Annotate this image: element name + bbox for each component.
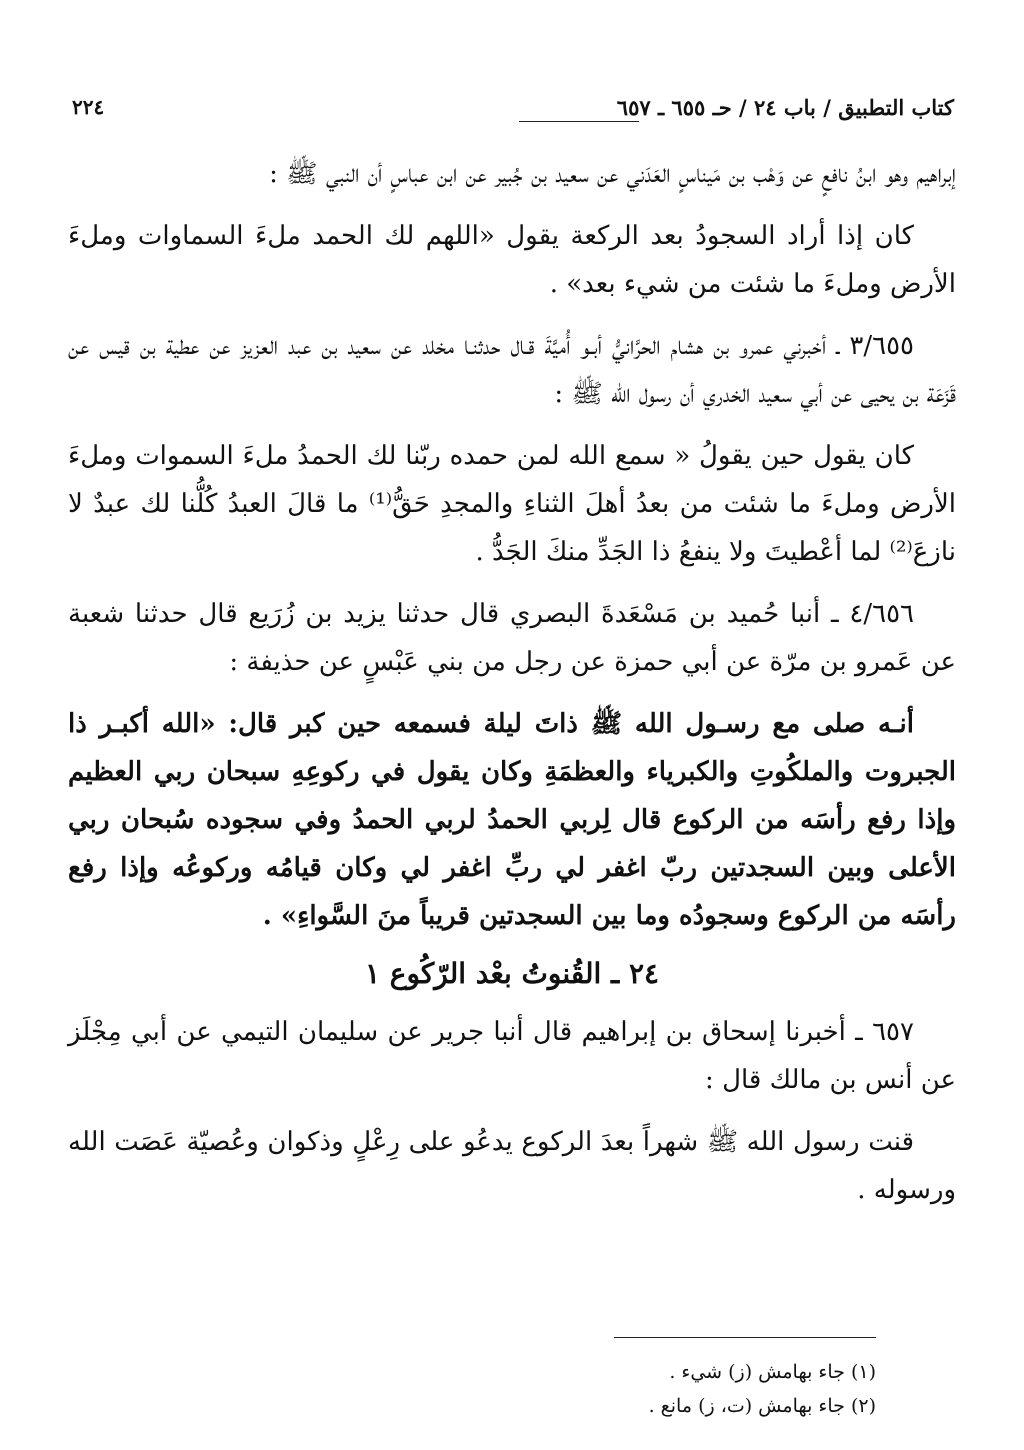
section-heading: ٢٤ ـ القُنوتُ بعْد الرّكُوع ١ — [364, 957, 660, 990]
footnotes — [376, 1355, 876, 1423]
page-number: ٢٢٤ — [72, 95, 105, 119]
paragraph-6: أنـه صلى مع رسـول الله ﷺ ذاتَ ليلة فسمعه حين كبر قال: «الله أكبـر ذا الجبروت والملكُوتِ والكبرياء والعظمَةِ وكان يقول في ركوعِهِ سبحان ربي العظيم وإذا رفع رأسَه من الركوع قال لِربي الحمدُ لربي الحمدُ وفي سجوده سُبحان ربي الأعلى وبين السجدتين ربّ اغفر لي ربِّ اغفر لي وكان قيامُه وركوعُه وإذا رفع رأسَه من الركوع وسجودُه وما بين السجدتين قريباً منَ السَّواءِ» . — [68, 709, 956, 931]
paragraph-1: إبراهيم وهو ابنُ نافعٍ عن وَهْب بن مَيناسٍ العَدَني عن سعيد بن جُبير عن ابن عباسٍ أن النبي ﷺ : — [269, 159, 956, 189]
running-title-right: كتاب التطبيق / باب ٢٤ / حـ ٦٥٥ ـ ٦٥٧ — [616, 95, 954, 120]
hadith-656-4: ٤/٦٥٦ ـ أنبا حُميد بن مَسْعَدةَ البصري قال حدثنا يزيد بن زُرَيع قال حدثنا شعبة عن عَمرو بن مرّة عن أبي حمزة عن رجل من بني عَبْسٍ عن حذيفة : — [68, 599, 956, 677]
header-rule — [519, 121, 639, 122]
paragraph-2: كان إذا أراد السجودُ بعد الركعة يقول «اللهم لك الحمد ملءَ السماوات وملءَ الأرض وملءَ ما شئت من شيء بعد» . — [68, 221, 956, 299]
paragraph-8: قنت رسول الله ﷺ شهراً بعدَ الركوع يدعُو على رِعْلٍ وذكوان وعُصيّة عَصَت الله ورسوله . — [68, 1127, 956, 1205]
footnote-2: (٢) جاء بهامش (ت، ز) مانع . — [648, 1395, 876, 1417]
page-body — [68, 150, 956, 1214]
footnote-1: (١) جاء بهامش (ز) شيء . — [669, 1361, 876, 1383]
footnote-rule — [614, 1337, 876, 1338]
page-header — [72, 95, 954, 129]
paragraph-4: كان يقول حين يقولُ « سمع الله لمن حمده ربّنا لك الحمدُ ملءَ السموات وملءَ الأرض وملءَ ما شئت من بعدُ أهلَ الثناءِ والمجدِ حَقُّ⁽¹⁾ ما قالَ العبدُ كُلُّنا لك عبدٌ لا نازعَ⁽²⁾ لما أعْطيتَ ولا ينفعُ ذا الجَدِّ منكَ الجَدُّ . — [68, 441, 957, 567]
hadith-655-3: ٣/٦٥٥ ـ أخبرني عمرو بن هشام الحرَّانيُّ أبـو أُميَّةَ قـال حدثنـا مخلد عن سعيد بن عبد العزيز عن عطية بن قيس عن قَزَعَة بن يحيى عن أبي سعيد الخدري أن رسول الله ﷺ : — [68, 331, 956, 409]
hadith-657: ٦٥٧ ـ أخبرنا إسحاق بن إبراهيم قال أنبا جرير عن سليمان التيمي عن أبي مِجْلَز عن أنس بن مالك قال : — [68, 1017, 956, 1095]
